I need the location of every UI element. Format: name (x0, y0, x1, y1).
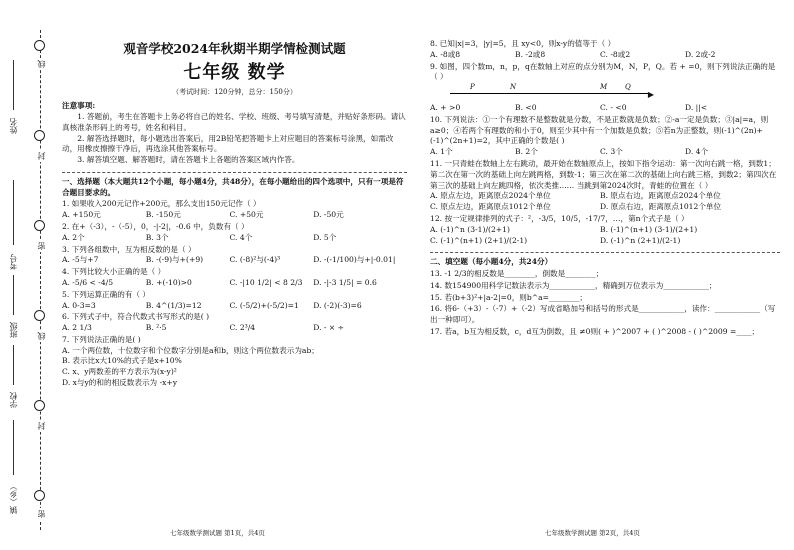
name-label: 姓名 (9, 118, 18, 134)
option: B. 3个 (145, 232, 169, 242)
cut-word: 密 (37, 242, 46, 250)
option: A. -8或8 (430, 49, 461, 59)
point-m: M (600, 83, 608, 92)
question-9 (430, 62, 780, 114)
exam-info: （考试时间：120分钟，总分：150分） (172, 88, 297, 97)
page-footer-left: 七年级数学测试题 第1页，共4页 (170, 529, 265, 537)
left-page (62, 0, 407, 390)
question-3 (62, 245, 407, 267)
option: A. 2 1/3 (62, 323, 92, 333)
option: D. 2或-2 (685, 49, 716, 59)
question-stem: 7. 下列说法正确的是( ) (62, 334, 141, 344)
binding-hole (34, 40, 45, 51)
question-14: 14. 数154900用科学记数法表示为____________，精确到万位表示为____________； (430, 280, 717, 290)
option: A. 一个两位数，十位数字和个位数字分别是a和b，则这个两位数表示为ab； (62, 345, 319, 355)
binding-hole (34, 220, 45, 231)
question-5 (62, 290, 407, 312)
name-line (13, 60, 14, 110)
option: C. x、y两数差的平方表示为(x-y)² (62, 367, 177, 377)
question-stem: 3. 下列各组数中，互为相反数的是（ ） (62, 244, 196, 254)
class-label: 班级 (9, 322, 18, 338)
grade-subject-title: 七年级 数学 (183, 61, 286, 83)
option: B. +(-10)>0 (145, 277, 192, 287)
notice-item: 1. 答题前，考生在答题卡上务必将自己的姓名、学校、班级、考号填写清楚，并贴好条形码。请认真核准条形码上的考号，姓名和科目。 (62, 112, 406, 132)
question-stem: 12. 按一定规律排列的式子：²，-3/5，10/5，-17/7，…，第n个式子是（ ） (430, 213, 689, 223)
question-15: 15. 若(b+3)²+|a-2|=0，则b^a=________； (430, 292, 587, 302)
question-stem: 5. 下列运算正确的有（ ） (62, 289, 151, 299)
cut-word: 封 (37, 152, 46, 160)
option: C. 2³/4 (229, 323, 256, 333)
question-1 (62, 199, 407, 221)
cut-word: 封 (37, 422, 46, 430)
question-2 (62, 222, 407, 244)
option: A. 2个 (62, 232, 85, 242)
option: C. (-5/2)+(-5/2)=1 (229, 300, 299, 310)
option: D. 4个 (685, 147, 709, 157)
school-label: 学校 (9, 392, 18, 408)
option: A. -5与+7 (62, 255, 99, 265)
option: A. + >0 (430, 103, 461, 113)
page-footer-right: 七年级数学测试题 第2页，共4页 (545, 529, 640, 537)
option: A. 1个 (430, 147, 453, 157)
option: D. -(-1/100)与+|-0.01| (313, 255, 396, 265)
question-stem: 9. 如图，四个数m，n，p，q在数轴上对应的点分别为M，N，P，Q。若 + =0，则下列说法正确的是（ ） (430, 61, 776, 82)
option: A. 原点左边，距离原点2024个单位 (430, 191, 551, 201)
option: C. 3个 (600, 147, 623, 157)
option: B. ²·5 (145, 323, 167, 333)
question-stem: 4. 下列比较大小正确的是（ ） (62, 267, 166, 277)
notice-item: 3. 解答填空题、解答题时，请在答题卡上各题的答案区域内作答。 (77, 155, 300, 165)
question-6 (62, 312, 407, 334)
option: A. -5/6 < -4/5 (62, 277, 114, 287)
option: B. <0 (515, 103, 537, 113)
option: A. +150元 (62, 210, 101, 220)
option: C. (-8)²与(-4)³ (229, 255, 281, 265)
option: D. 原点右边，距离原点1012个单位 (600, 202, 722, 212)
option: B. 表示比x大10%的式子是x+10% (62, 356, 182, 366)
option: C. 4个 (229, 232, 253, 242)
divider (430, 252, 780, 253)
question-11 (430, 159, 780, 213)
option: B. -2或8 (515, 49, 546, 59)
option: B. 4^(1/3)=12 (145, 300, 202, 310)
binding-hole (34, 310, 45, 321)
cut-word: 密 (37, 510, 46, 518)
town-line (13, 420, 14, 475)
question-13: 13. -1 2/3的相反数是________，倒数是________； (430, 269, 604, 279)
question-12 (430, 214, 780, 246)
question-stem: 10. 下列说法：①一个有理数不是整数就是分数，不是正数就是负数；②-a一定是负数；③|a|=a，则a≥0；④若两个有理数的和小于0，则至少其中有一个加数是负数；⑤若n为正整数，则(-1)^(2n)+(-1)^(2n+1)=2，其中正确的个数是( ) (430, 114, 769, 146)
question-stem: 1. 如果收入200元记作+200元，那么支出150元记作（ ） (62, 199, 261, 209)
option: A. 0-3=3 (62, 300, 96, 310)
school-line (13, 345, 14, 385)
number-line (450, 83, 654, 101)
option: B. -(-9)与+(+9) (145, 255, 204, 265)
option: C. +50元 (229, 210, 264, 220)
arrow-icon: ▶ (647, 90, 654, 100)
notice-item: 2. 解答选择题时，每小题选出答案后，用2B铅笔把答题卡上对应题目的答案标号涂黑，如需改动，用橡皮擦擦干净后，再选涂其他答案标号。 (62, 133, 394, 154)
binding-hole (34, 130, 45, 141)
option: B. 2个 (515, 147, 538, 157)
option: B. (-1)^(n+1) (3-1)/(2+1) (600, 224, 698, 234)
option: C. -|10 1/2| < 8 2/3 (229, 277, 303, 287)
option: D. (-1)^n (2+1)/(2-1) (600, 235, 681, 245)
question-16: 16. 将6-（+3）-（-7）+（-2）写成省略加号和括号的形式是____________，读作：____________（写出一种即可）。 (430, 304, 776, 325)
question-17: 17. 若a，b互为相反数，c，d互为倒数，且 ≠0则( + )^2007 + ( )^2008 - ( )^2009 =____； (430, 326, 760, 336)
point-q: Q (625, 83, 631, 92)
option: C. 原点左边，距离原点1012个单位 (430, 202, 551, 212)
question-stem: 2. 在+（-3），-（-5），0，-|-2|，-0.6 中，负数有（ ） (62, 222, 249, 232)
school-title: 观音学校2024年秋期半期学情检测试题 (123, 41, 346, 56)
question-stem: 11. 一只青蛙在数轴上左右跳动，最开始在数轴原点上，按如下指令运动：第一次向右跳一格，到数1；第二次在第一次的基础上向左跳两格，到数-1；第三次在第二次的基础上向右跳三格，到数2；第四次在第三次的基础上向左跳四格，依次类推…… 当跳到第2024次时，青蛙的位置在（ ） (430, 159, 777, 190)
question-10 (430, 115, 780, 158)
class-line (13, 275, 14, 315)
option: D. (-2)(-3)=6 (313, 300, 362, 310)
axis-line (450, 93, 650, 94)
exam-number-line (13, 180, 14, 245)
option: C. -8或2 (600, 49, 631, 59)
option: D. -|-3 1/5| = 0.6 (313, 277, 377, 287)
notice-block (62, 101, 407, 166)
section1-heading: 一、选择题（本大题共12个小题，每小题4分，共48分），在每小题给出的四个选项中，只有一项是符合题目要求的。 (62, 176, 404, 197)
binding-hole (34, 490, 45, 501)
option: C. (-1)^(n+1) (2+1)/(2-1) (430, 235, 528, 245)
divider (62, 172, 407, 173)
notice-heading: 注意事项: (62, 101, 96, 111)
point-p: P (470, 83, 475, 92)
exam-number-label: 考号 (9, 254, 18, 270)
option: C. - <0 (600, 103, 627, 113)
question-8 (430, 39, 780, 61)
question-4 (62, 267, 407, 289)
option: B. 原点右边，距离原点2024个单位 (600, 191, 721, 201)
option: D. -50元 (313, 210, 344, 220)
question-stem: 8. 已知|x|=3，|y|=5，且 xy<0，则x-y的值等于（ ） (430, 39, 616, 48)
option: D. x与y的和的相反数表示为 -x+y (62, 377, 178, 387)
right-page (430, 38, 780, 339)
cut-line (40, 30, 41, 530)
option: D. 5个 (313, 232, 337, 242)
binding-hole (34, 400, 45, 411)
cut-word: 线 (37, 332, 46, 340)
cut-word: 线 (37, 60, 46, 68)
option: A. (-1)^n (3-1)/(2+1) (430, 224, 510, 234)
option: D. - × ÷ (313, 323, 345, 333)
question-stem: 6. 下列式子中，符合代数式书写形式的是( ) (62, 312, 210, 322)
section2-heading: 二、填空题（每小题4分，共24分） (430, 257, 553, 267)
point-n: N (510, 83, 517, 92)
option: B. -150元 (145, 210, 181, 220)
option: D. ||< (685, 103, 708, 113)
binding-strip (0, 0, 56, 550)
question-7 (62, 335, 407, 389)
town-label: 镇（乡） (9, 482, 18, 514)
